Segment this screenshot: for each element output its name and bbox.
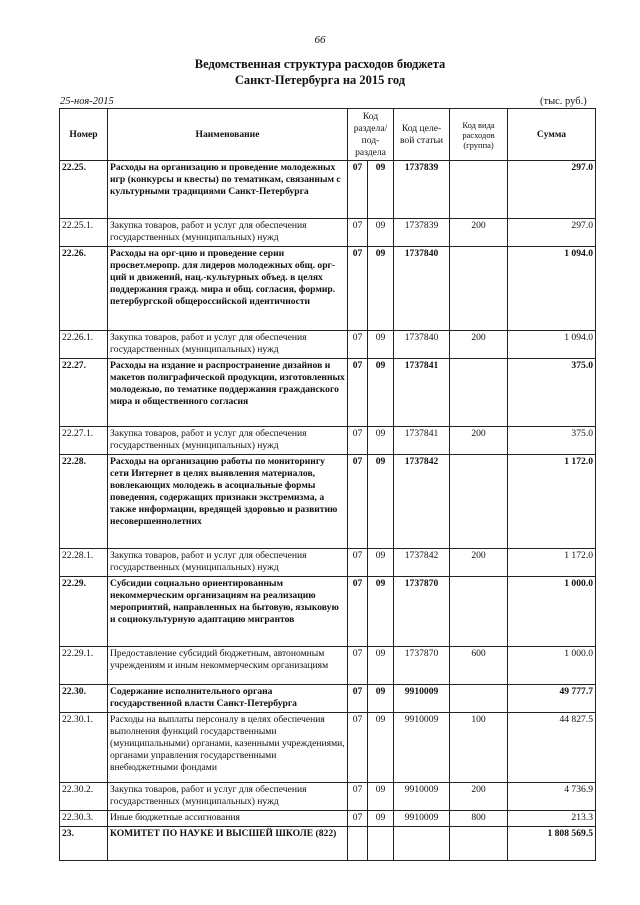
row-number: 22.25.1. (60, 219, 108, 247)
row-expense-type (450, 247, 508, 331)
row-amount: 1 172.0 (508, 549, 596, 577)
row-number: 22.30.2. (60, 783, 108, 811)
row-subsection: 09 (368, 577, 394, 647)
row-subsection: 09 (368, 359, 394, 427)
title-line-1: Ведомственная структура расходов бюджета (194, 57, 446, 71)
row-subsection: 09 (368, 685, 394, 713)
row-subsection: 09 (368, 427, 394, 455)
row-amount: 4 736.9 (508, 783, 596, 811)
row-amount: 1 094.0 (508, 247, 596, 331)
row-target-code: 1737839 (394, 219, 450, 247)
row-expense-type (450, 455, 508, 549)
row-subsection: 09 (368, 455, 394, 549)
row-name: Предоставление субсидий бюджетным, автономным учреждениям и иным некоммерческим организациям (108, 647, 348, 685)
row-number: 22.26.1. (60, 331, 108, 359)
row-subsection: 09 (368, 331, 394, 359)
row-section: 07 (348, 219, 368, 247)
row-expense-type: 200 (450, 331, 508, 359)
row-section: 07 (348, 549, 368, 577)
row-amount: 1 172.0 (508, 455, 596, 549)
row-amount: 297.0 (508, 219, 596, 247)
title-line-2: Санкт-Петербурга на 2015 год (234, 73, 406, 87)
row-name: Закупка товаров, работ и услуг для обеспечения государственных (муниципальных) нужд (108, 427, 348, 455)
row-number: 22.26. (60, 247, 108, 331)
row-amount: 297.0 (508, 161, 596, 219)
row-target-code: 9910009 (394, 713, 450, 783)
row-target-code (394, 827, 450, 861)
row-name: Закупка товаров, работ и услуг для обеспечения государственных (муниципальных) нужд (108, 219, 348, 247)
row-expense-type: 600 (450, 647, 508, 685)
row-subsection: 09 (368, 811, 394, 827)
table-row (60, 647, 596, 685)
row-name: Закупка товаров, работ и услуг для обеспечения государственных (муниципальных) нужд (108, 331, 348, 359)
row-target-code: 9910009 (394, 811, 450, 827)
table-header-row (60, 109, 596, 161)
row-target-code: 9910009 (394, 685, 450, 713)
row-name: Субсидии социально ориентированным некоммерческим организациям на реализацию мероприятий, направленных на бытовую, языковую и социокультурную адаптацию мигрантов (108, 577, 348, 647)
row-name: Содержание исполнительного органа государственной власти Санкт-Петербурга (108, 685, 348, 713)
header-section-code: Код раздела/ под-раздела (348, 109, 394, 161)
row-expense-type: 200 (450, 427, 508, 455)
row-number: 22.27.1. (60, 427, 108, 455)
row-target-code: 1737870 (394, 577, 450, 647)
row-subsection: 09 (368, 549, 394, 577)
table-row (60, 713, 596, 783)
row-section: 07 (348, 427, 368, 455)
row-section: 07 (348, 713, 368, 783)
row-name: Расходы на выплаты персоналу в целях обеспечения выполнения функций государственными (муниципальными) органами, казенными учреждениями, органами управления государственными внебюджетными фондами (108, 713, 348, 783)
row-subsection: 09 (368, 161, 394, 219)
header-amount: Сумма (508, 109, 596, 161)
row-section: 07 (348, 811, 368, 827)
row-expense-type (450, 161, 508, 219)
row-target-code: 1737841 (394, 427, 450, 455)
table-row (60, 549, 596, 577)
table-row (60, 827, 596, 861)
row-target-code: 1737842 (394, 455, 450, 549)
table-row (60, 577, 596, 647)
row-section: 07 (348, 455, 368, 549)
row-target-code: 1737839 (394, 161, 450, 219)
row-expense-type: 800 (450, 811, 508, 827)
row-expense-type (450, 359, 508, 427)
row-expense-type (450, 827, 508, 861)
row-amount: 1 000.0 (508, 647, 596, 685)
row-name: КОМИТЕТ ПО НАУКЕ И ВЫСШЕЙ ШКОЛЕ (822) (108, 827, 348, 861)
row-name: Расходы на орг-цию и проведение серии просвет.меропр. для лидеров молодежных общ. орг-ций и движений, нац.-культурных объед. в целях поддержания гражд. мира и общ. согласия, формир. петербургской общероссийской идентичности (108, 247, 348, 331)
row-number: 22.28. (60, 455, 108, 549)
table-row (60, 247, 596, 331)
header-name: Наименование (108, 109, 348, 161)
row-target-code: 1737870 (394, 647, 450, 685)
row-target-code: 1737841 (394, 359, 450, 427)
table-row (60, 161, 596, 219)
row-expense-type (450, 685, 508, 713)
row-section: 07 (348, 783, 368, 811)
row-subsection (368, 827, 394, 861)
row-target-code: 9910009 (394, 783, 450, 811)
table-row (60, 455, 596, 549)
row-name: Расходы на издание и распространение дизайнов и макетов полиграфической продукции, изготовленных молодежью, по тематике поддержания гражданского мира и общественного согласия (108, 359, 348, 427)
row-number: 22.30.1. (60, 713, 108, 783)
row-amount: 1 000.0 (508, 577, 596, 647)
row-section (348, 827, 368, 861)
row-section: 07 (348, 161, 368, 219)
table-row (60, 783, 596, 811)
row-name: Расходы на организацию и проведение молодежных игр (конкурсы и квесты) по тематикам, связанным с культурными традициями Санкт-Петербурга (108, 161, 348, 219)
row-number: 22.29. (60, 577, 108, 647)
header-expense-type: Код вида расходов (группа) (450, 109, 508, 161)
table-body (60, 161, 596, 861)
row-expense-type: 100 (450, 713, 508, 783)
row-amount: 213.3 (508, 811, 596, 827)
row-amount: 375.0 (508, 427, 596, 455)
budget-table (59, 108, 596, 861)
row-amount: 1 808 569.5 (508, 827, 596, 861)
page-number: 66 (314, 34, 326, 46)
row-section: 07 (348, 685, 368, 713)
row-section: 07 (348, 359, 368, 427)
row-subsection: 09 (368, 247, 394, 331)
row-subsection: 09 (368, 647, 394, 685)
table-row (60, 811, 596, 827)
row-amount: 1 094.0 (508, 331, 596, 359)
row-name: Расходы на организацию работы по мониторингу сети Интернет в целях выявления материалов, вовлекающих молодежь в асоциальные формы поведения, содержащих признаки экстремизма, а также информации, вредящей здоровью и развитию несовершеннолетних (108, 455, 348, 549)
row-number: 22.30. (60, 685, 108, 713)
row-name: Закупка товаров, работ и услуг для обеспечения государственных (муниципальных) нужд (108, 783, 348, 811)
row-subsection: 09 (368, 713, 394, 783)
header-target-code: Код целе-вой статьи (394, 109, 450, 161)
row-amount: 375.0 (508, 359, 596, 427)
report-date: 25-ноя-2015 (60, 96, 114, 107)
row-expense-type: 200 (450, 219, 508, 247)
row-section: 07 (348, 247, 368, 331)
row-amount: 49 777.7 (508, 685, 596, 713)
row-target-code: 1737840 (394, 247, 450, 331)
row-expense-type (450, 577, 508, 647)
row-expense-type: 200 (450, 549, 508, 577)
row-section: 07 (348, 647, 368, 685)
row-target-code: 1737842 (394, 549, 450, 577)
row-number: 23. (60, 827, 108, 861)
row-subsection: 09 (368, 783, 394, 811)
table-row (60, 219, 596, 247)
header-number: Номер (60, 109, 108, 161)
document-title (0, 56, 640, 88)
row-number: 22.25. (60, 161, 108, 219)
row-number: 22.30.3. (60, 811, 108, 827)
row-number: 22.27. (60, 359, 108, 427)
row-number: 22.28.1. (60, 549, 108, 577)
row-expense-type: 200 (450, 783, 508, 811)
units-label: (тыс. руб.) (540, 96, 587, 107)
row-amount: 44 827.5 (508, 713, 596, 783)
table-row (60, 359, 596, 427)
row-section: 07 (348, 331, 368, 359)
row-target-code: 1737840 (394, 331, 450, 359)
table-row (60, 427, 596, 455)
row-name: Иные бюджетные ассигнования (108, 811, 348, 827)
row-number: 22.29.1. (60, 647, 108, 685)
table-row (60, 331, 596, 359)
table-row (60, 685, 596, 713)
row-name: Закупка товаров, работ и услуг для обеспечения государственных (муниципальных) нужд (108, 549, 348, 577)
row-subsection: 09 (368, 219, 394, 247)
row-section: 07 (348, 577, 368, 647)
